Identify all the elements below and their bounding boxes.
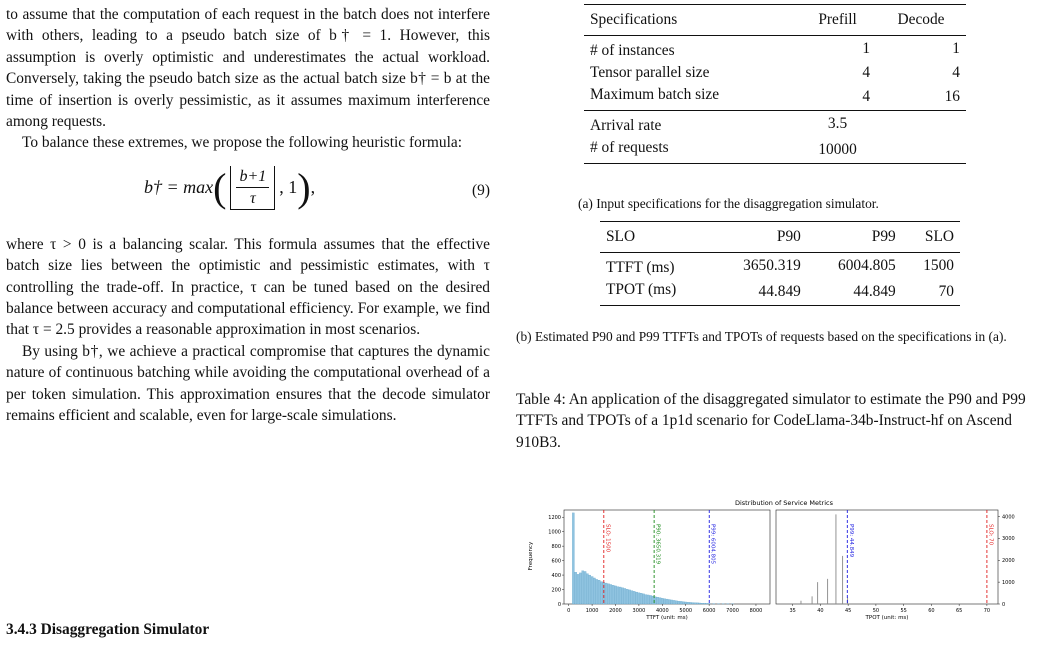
histogram-bar bbox=[650, 595, 652, 604]
chart-title: Distribution of Service Metrics bbox=[734, 499, 834, 507]
histogram-bar bbox=[575, 572, 577, 604]
equation-9 bbox=[6, 160, 490, 226]
histogram-bar bbox=[661, 598, 663, 604]
histogram-bar bbox=[706, 603, 708, 604]
paragraph-1: to assume that the computation of each request in the batch does not interfere with others, leading to a pseudo batch size of b† = 1. However, this assumption is overly optimistic and underestimates the actual workload. Conversely, taking the pseudo batch size as the actual batch size b† = b at the time of insertion is overly pessimistic, as it assumes maximum interference among requests. bbox=[6, 6, 490, 131]
table-cell: 6004.805 bbox=[838, 257, 896, 274]
histogram-bar bbox=[664, 599, 666, 604]
histogram-bar bbox=[589, 575, 591, 604]
fraction-denominator: τ bbox=[250, 190, 256, 208]
x-axis-label: TPOT (unit: ms) bbox=[865, 615, 909, 621]
histogram-bar bbox=[628, 590, 630, 604]
histogram-bar bbox=[673, 600, 675, 604]
histogram-bar bbox=[689, 602, 691, 604]
left-column bbox=[6, 4, 490, 427]
reference-line-label: P99: 6004.805 bbox=[709, 524, 716, 565]
table-cell: 1 bbox=[862, 40, 871, 57]
histogram-bar bbox=[579, 573, 581, 604]
histogram-bar bbox=[577, 574, 579, 604]
histogram-bar bbox=[626, 589, 628, 604]
histogram-bar bbox=[572, 513, 574, 604]
table-row bbox=[584, 84, 966, 111]
y-tick-label: 4000 bbox=[1002, 514, 1015, 521]
table-cell: 70 bbox=[938, 283, 954, 300]
y-tick-label: 1200 bbox=[548, 515, 561, 522]
y-tick-label: 0 bbox=[557, 601, 561, 608]
table-cell: 10000 bbox=[818, 141, 857, 158]
histogram-bar bbox=[682, 602, 684, 604]
histogram-bar bbox=[666, 599, 668, 604]
table-cell bbox=[876, 111, 966, 138]
table-b-caption: (b) Estimated P90 and P99 TTFTs and TPOTs of requests based on the specifications in (a). bbox=[516, 329, 1007, 344]
histogram-bar bbox=[645, 595, 647, 604]
table-cell: 1 bbox=[952, 40, 960, 57]
table-row bbox=[584, 36, 966, 63]
histogram-bar bbox=[694, 603, 696, 604]
histogram-bar bbox=[624, 588, 626, 604]
table-cell: TPOT (ms) bbox=[606, 281, 677, 298]
x-tick-label: 35 bbox=[789, 608, 796, 614]
table-a bbox=[584, 4, 966, 164]
table-row bbox=[584, 111, 966, 138]
table-b-header-1: P90 bbox=[776, 228, 801, 245]
histogram-bar bbox=[701, 603, 703, 604]
histogram-bar bbox=[633, 591, 635, 604]
histogram-bar bbox=[643, 594, 645, 604]
histogram-bar bbox=[812, 596, 813, 604]
x-tick-label: 65 bbox=[955, 608, 963, 614]
table-cell: 4 bbox=[952, 64, 960, 81]
histogram-bar bbox=[612, 585, 614, 604]
histogram-bar bbox=[671, 600, 673, 604]
section-heading: 3.4.3 Disaggregation Simulator bbox=[6, 621, 210, 638]
reference-line-label: P90: 3650.319 bbox=[654, 524, 661, 565]
histogram-bar bbox=[598, 580, 600, 604]
y-tick-label: 2000 bbox=[1002, 558, 1015, 565]
histogram-bar bbox=[842, 556, 843, 604]
table-cell: 3650.319 bbox=[743, 257, 801, 274]
table-b-header-2: P99 bbox=[871, 228, 896, 245]
reference-line-label: SLO: 1500 bbox=[604, 524, 611, 553]
x-tick-label: 7000 bbox=[726, 608, 739, 614]
left-paren: ( bbox=[213, 164, 227, 210]
paragraph-4: By using b†, we achieve a practical compromise that captures the dynamic nature of continuous batching while avoiding the computational overhead of a per token simulation. This approximation ensures that the decode simulator remains efficient and scalable, even for large-scale simulations. bbox=[6, 342, 490, 425]
histogram-bar bbox=[593, 578, 595, 604]
histogram-bar bbox=[801, 601, 802, 604]
table-cell: 4 bbox=[862, 64, 871, 81]
x-tick-label: 8000 bbox=[749, 608, 763, 614]
floor-bracket bbox=[230, 166, 275, 210]
histogram-bar bbox=[647, 595, 649, 604]
table-cell: 44.849 bbox=[758, 283, 801, 300]
histogram-bar bbox=[631, 591, 633, 604]
x-tick-label: 60 bbox=[928, 608, 935, 614]
y-tick-label: 3000 bbox=[1002, 536, 1015, 543]
histogram-bar bbox=[584, 571, 586, 604]
x-tick-label: 40 bbox=[817, 608, 824, 614]
table-cell: # of requests bbox=[590, 139, 669, 156]
histogram-bar bbox=[692, 603, 694, 604]
table-cell: Maximum batch size bbox=[590, 86, 720, 103]
tpot-panel bbox=[776, 510, 1015, 621]
service-metrics-chart bbox=[526, 496, 1026, 622]
x-axis-label: TTFT (unit: ms) bbox=[646, 615, 688, 621]
table-b-header-3: SLO bbox=[924, 228, 954, 245]
histogram-bar bbox=[675, 601, 677, 604]
histogram-bar bbox=[607, 584, 609, 604]
table-cell: 44.849 bbox=[853, 283, 896, 300]
ttft-panel bbox=[548, 510, 770, 621]
table-row bbox=[584, 62, 966, 84]
table-a-caption: (a) Input specifications for the disaggregation simulator. bbox=[578, 196, 879, 211]
table-cell: Arrival rate bbox=[590, 117, 662, 134]
reference-line-label: SLO: 70 bbox=[987, 524, 994, 546]
y-tick-label: 400 bbox=[551, 572, 561, 579]
table-b bbox=[600, 221, 960, 306]
table-a-header-1: Prefill bbox=[818, 11, 857, 28]
histogram-bar bbox=[827, 579, 828, 604]
x-tick-label: 3000 bbox=[632, 608, 646, 614]
x-tick-label: 50 bbox=[872, 608, 880, 614]
x-tick-label: 6000 bbox=[702, 608, 716, 614]
y-tick-label: 200 bbox=[551, 587, 561, 594]
histogram-bar bbox=[591, 577, 593, 604]
table-cell: TTFT (ms) bbox=[606, 259, 675, 276]
histogram-bar bbox=[696, 603, 698, 604]
histogram-bar bbox=[605, 583, 607, 604]
histogram-bar bbox=[835, 514, 836, 604]
histogram-bar bbox=[640, 593, 642, 604]
histogram-bar bbox=[685, 602, 687, 604]
fraction-numerator: b+1 bbox=[236, 166, 269, 188]
histogram-bar bbox=[817, 582, 818, 604]
histogram-bar bbox=[699, 603, 701, 604]
y-tick-label: 1000 bbox=[1002, 579, 1015, 586]
equation-comma: , bbox=[310, 177, 316, 198]
histogram-bar bbox=[617, 587, 619, 604]
equation-lhs: b† = max bbox=[144, 177, 214, 198]
histogram-bar bbox=[610, 584, 612, 604]
table-4-caption: Table 4: An application of the disaggregated simulator to estimate the P90 and P99 TTFTs and TPOTs of a 1p1d scenario for CodeLlama-34b-Instruct-hf on Ascend 910B3. bbox=[516, 391, 1026, 451]
x-tick-label: 4000 bbox=[655, 608, 669, 614]
table-row bbox=[600, 279, 960, 306]
paragraph-2: To balance these extremes, we propose the following heuristic formula: bbox=[22, 134, 462, 152]
right-paren: ) bbox=[297, 164, 311, 210]
table-cell bbox=[876, 137, 966, 164]
fraction bbox=[236, 166, 269, 210]
histogram-bar bbox=[600, 582, 602, 604]
histogram-bar bbox=[708, 603, 710, 604]
histogram-bar bbox=[614, 586, 616, 604]
reference-line-label: P99: 44.849 bbox=[847, 524, 854, 558]
ttft-ylabel: Frequency bbox=[528, 541, 534, 571]
table-cell: 1500 bbox=[923, 257, 954, 274]
y-tick-label: 0 bbox=[1002, 601, 1006, 608]
y-tick-label: 600 bbox=[551, 558, 561, 565]
table-cell: 16 bbox=[944, 88, 960, 105]
table-cell: Tensor parallel size bbox=[590, 64, 710, 81]
y-tick-label: 800 bbox=[551, 543, 561, 550]
table-a-header-2: Decode bbox=[897, 11, 945, 28]
table-row bbox=[584, 137, 966, 164]
x-tick-label: 55 bbox=[900, 608, 907, 614]
histogram-bar bbox=[678, 601, 680, 604]
table-cell: 4 bbox=[862, 88, 871, 105]
table-b-header-0: SLO bbox=[606, 228, 636, 245]
plot-frame bbox=[776, 510, 998, 604]
x-tick-label: 2000 bbox=[609, 608, 622, 614]
histogram-bar bbox=[621, 588, 623, 604]
equation-body bbox=[144, 166, 315, 210]
table-cell: 3.5 bbox=[827, 115, 848, 132]
histogram-bar bbox=[596, 579, 598, 604]
x-tick-label: 70 bbox=[983, 608, 991, 614]
equation-tail: , 1 bbox=[279, 177, 298, 198]
histogram-bar bbox=[636, 592, 638, 604]
x-tick-label: 0 bbox=[567, 608, 571, 614]
histogram-bar bbox=[703, 603, 705, 604]
histogram-bar bbox=[659, 598, 661, 604]
table-a-header-0: Specifications bbox=[590, 11, 678, 28]
histogram-bar bbox=[680, 601, 682, 604]
histogram-bar bbox=[638, 593, 640, 604]
x-tick-label: 5000 bbox=[679, 608, 693, 614]
paragraph-3: where τ > 0 is a balancing scalar. This formula assumes that the effective batch size lies between the optimistic and pessimistic estimates, with τ controlling the trade-off. In practice, τ can be tuned based on the desired balance between accuracy and computational efficiency. For example, we find that τ = 2.5 provides a reasonable approximation in most scenarios. bbox=[6, 235, 490, 339]
histogram-bar bbox=[582, 571, 584, 604]
equation-number: (9) bbox=[472, 181, 490, 199]
histogram-bar bbox=[586, 574, 588, 604]
x-tick-label: 1000 bbox=[585, 608, 599, 614]
histogram-bar bbox=[619, 587, 621, 604]
histogram-bar bbox=[657, 597, 659, 604]
histogram-bar bbox=[687, 602, 689, 604]
y-tick-label: 1000 bbox=[548, 529, 561, 536]
table-cell: # of instances bbox=[590, 42, 675, 59]
x-tick-label: 45 bbox=[844, 608, 852, 614]
histogram-bar bbox=[668, 600, 670, 604]
table-row bbox=[600, 253, 960, 280]
